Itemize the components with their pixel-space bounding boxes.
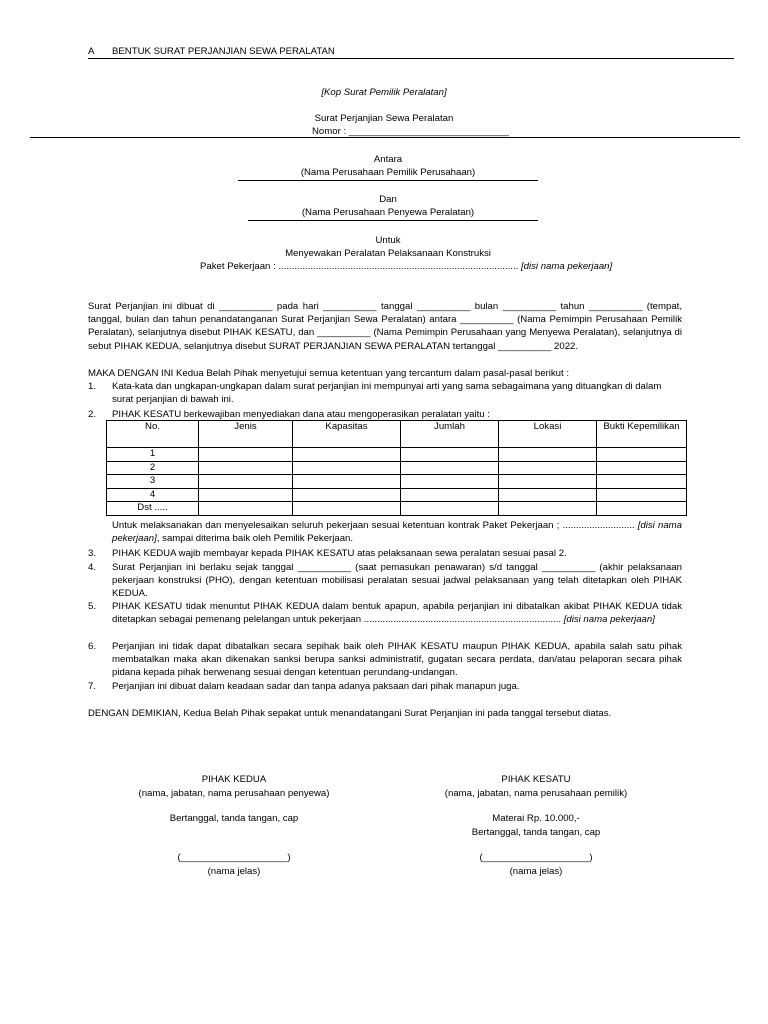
table-cell xyxy=(199,475,293,489)
party-description: (nama, jabatan, nama perusahaan penyewa) xyxy=(138,788,330,799)
dan-label: Dan xyxy=(379,194,397,205)
item-number: 4. xyxy=(88,562,97,573)
row-number: 4 xyxy=(107,488,199,502)
signature-instruction: Bertanggal, tanda tangan, cap xyxy=(169,813,299,824)
signature-instruction: Bertanggal, tanda tangan, cap xyxy=(471,827,601,838)
full-name-label: (nama jelas) xyxy=(207,866,261,877)
letterhead-placeholder: [Kop Surat Pemilik Peralatan] xyxy=(321,87,447,98)
table-cell xyxy=(401,461,499,475)
column-header: Jumlah xyxy=(401,421,499,448)
renter-underline xyxy=(248,220,538,221)
table-row xyxy=(107,488,687,502)
table-cell xyxy=(499,502,597,516)
table-row xyxy=(107,502,687,516)
item-number: 6. xyxy=(88,641,97,652)
table-cell xyxy=(293,448,401,462)
table-cell xyxy=(597,461,687,475)
signature-block-right xyxy=(406,773,666,879)
table-cell xyxy=(401,475,499,489)
paket-label: Paket Pekerjaan : .......................................................................................... xyxy=(200,261,519,272)
stamp-duty-label: Materai Rp. 10.000,- xyxy=(492,813,580,824)
document-title: Surat Perjanjian Sewa Peralatan xyxy=(314,113,454,124)
item-text: PIHAK KESATU berkewajiban menyediakan dana atau mengoperasikan peralatan yaitu : xyxy=(112,409,490,420)
item-number: 7. xyxy=(88,681,97,692)
table-cell xyxy=(401,488,499,502)
paket-line xyxy=(200,260,612,273)
column-header: Lokasi xyxy=(499,421,597,448)
table-cell xyxy=(499,448,597,462)
column-header: Jenis xyxy=(199,421,293,448)
header-rule xyxy=(30,137,740,138)
intro-paragraph: Surat Perjanjian ini dibuat di __________ pada hari __________ tanggal __________ bulan __________ tahun __________ (tempat, tanggal, bulan dan tahun penandatanganan Surat Perjanjian Sewa Peralatan) antara __________ (Nama Pemimpin Perusahaan Pemilik Peralatan), selanjutnya disebut PIHAK KESATU, dan __________ (Nama Pemimpin Perusahaan yang Menyewa Peralatan), selanjutnya di sebut PIHAK KEDUA, selanjutnya disebut SURAT PERJANJIAN SEWA PERALATAN tertanggal __________ 2022. xyxy=(88,301,682,352)
table-cell xyxy=(199,448,293,462)
row-number: 3 xyxy=(107,475,199,489)
party-title: PIHAK KESATU xyxy=(501,774,571,785)
item-text: Kata-kata dan ungkapan-ungkapan dalam surat perjanjian ini mempunyai arti yang sama sebagaimana yang dituangkan di dalam surat perjanjian di bawah ini. xyxy=(112,381,662,406)
table-cell xyxy=(199,502,293,516)
table-cell xyxy=(597,448,687,462)
antara-label: Antara xyxy=(373,154,403,165)
table-cell xyxy=(199,488,293,502)
column-header: No. xyxy=(107,421,199,448)
row-number: 1 xyxy=(107,448,199,462)
signature-block-left xyxy=(104,773,364,879)
table-cell xyxy=(293,461,401,475)
table-cell xyxy=(199,461,293,475)
item-number: 2. xyxy=(88,409,97,420)
continuation-tail: , sampai diterima baik oleh Pemilik Pekerjaan. xyxy=(156,533,354,545)
item-number: 3. xyxy=(88,548,97,559)
row-number: 2 xyxy=(107,461,199,475)
item-2-continuation xyxy=(112,519,682,545)
table-cell xyxy=(499,488,597,502)
table-cell xyxy=(293,475,401,489)
renter-company: (Nama Perusahaan Penyewa Peralatan) xyxy=(301,207,475,218)
item-text: Perjanjian ini tidak dapat dibatalkan secara sepihak baik oleh PIHAK KESATU maupun PIHAK KEDUA, apabila salah satu pihak membatalkan maka akan dikenakan sanksi berupa sanksi administratif, gugatan secara perdata, dan/atau pelaporan secara pihak pidana kepada pihak berwenang sesuai dengan ketentuan perundang-undangan. xyxy=(112,641,682,679)
table-cell xyxy=(401,448,499,462)
item-text: Perjanjian ini dibuat dalam keadaan sadar dan tanpa adanya paksaan dari pihak manapun juga. xyxy=(112,681,520,692)
full-name-label: (nama jelas) xyxy=(509,866,563,877)
continuation-text: Untuk melaksanakan dan menyelesaikan seluruh pekerjaan sesuai ketentuan kontrak Paket Pekerjaan ; ........................... xyxy=(112,520,635,531)
row-number: Dst ..... xyxy=(107,502,199,516)
item-text xyxy=(112,600,682,626)
section-letter: A xyxy=(88,46,95,57)
owner-company: (Nama Perusahaan Pemilik Perusahaan) xyxy=(300,167,476,178)
column-header: Kapasitas xyxy=(293,421,401,448)
item-text: PIHAK KEDUA wajib membayar kepada PIHAK KESATU atas pelaksanaan sewa peralatan sesuai pasal 2. xyxy=(112,548,567,559)
column-header: Bukti Kepemilikan xyxy=(597,421,687,448)
signature-line: (____________________) xyxy=(479,852,593,863)
item-number: 5. xyxy=(88,601,97,612)
owner-underline xyxy=(238,180,538,181)
table-cell xyxy=(597,488,687,502)
party-title: PIHAK KEDUA xyxy=(201,774,267,785)
table-cell xyxy=(499,461,597,475)
section-title: BENTUK SURAT PERJANJIAN SEWA PERALATAN xyxy=(112,46,335,57)
table-cell xyxy=(597,475,687,489)
item-number: 1. xyxy=(88,381,97,392)
table-row xyxy=(107,461,687,475)
table-cell xyxy=(293,502,401,516)
item-text: Surat Perjanjian ini berlaku sejak tanggal __________ (saat pemasukan penawaran) s/d tanggal __________ (akhir pelaksanaan pekerjaan konstruksi (PHO), dengan ketentuan mobilisasi peralatan sesuai jadwal pelaksanaan yang telah ditetapkan oleh PIHAK KEDUA. xyxy=(112,562,682,600)
item-5-hint: [disi nama pekerjaan] xyxy=(563,614,655,626)
table-header-row xyxy=(107,421,687,448)
table-row xyxy=(107,475,687,489)
closing-statement: DENGAN DEMIKIAN, Kedua Belah Pihak sepakat untuk menandatangani Surat Perjanjian ini pada tanggal tersebut diatas. xyxy=(88,708,612,719)
untuk-label: Untuk xyxy=(375,235,401,246)
paket-hint: [disi nama pekerjaan] xyxy=(520,261,613,272)
purpose-text: Menyewakan Peralatan Pelaksanaan Konstruksi xyxy=(285,248,491,259)
item-5-text: PIHAK KESATU tidak menuntut PIHAK KEDUA dalam bentuk apapun, apabila perjanjian ini dibatalkan akibat PIHAK KEDUA tidak ditetapkan sebagai pemenang pelelangan untuk pekerjaan .......................................................................... xyxy=(112,601,682,626)
table-cell xyxy=(499,475,597,489)
section-rule xyxy=(88,58,734,59)
continuation-hint: [disi nama pekerjaan] xyxy=(112,520,683,545)
table-cell xyxy=(597,502,687,516)
party-description: (nama, jabatan, nama perusahaan pemilik) xyxy=(444,788,628,799)
table-cell xyxy=(401,502,499,516)
document-number: Nomor : ______________________________ xyxy=(312,126,509,137)
signature-line: (____________________) xyxy=(177,852,291,863)
table-row xyxy=(107,448,687,462)
agreement-lead: MAKA DENGAN INI Kedua Belah Pihak menyetujui semua ketentuan yang tercantum dalam pasal-pasal berikut : xyxy=(88,368,570,379)
table-cell xyxy=(293,488,401,502)
equipment-table xyxy=(106,420,687,516)
